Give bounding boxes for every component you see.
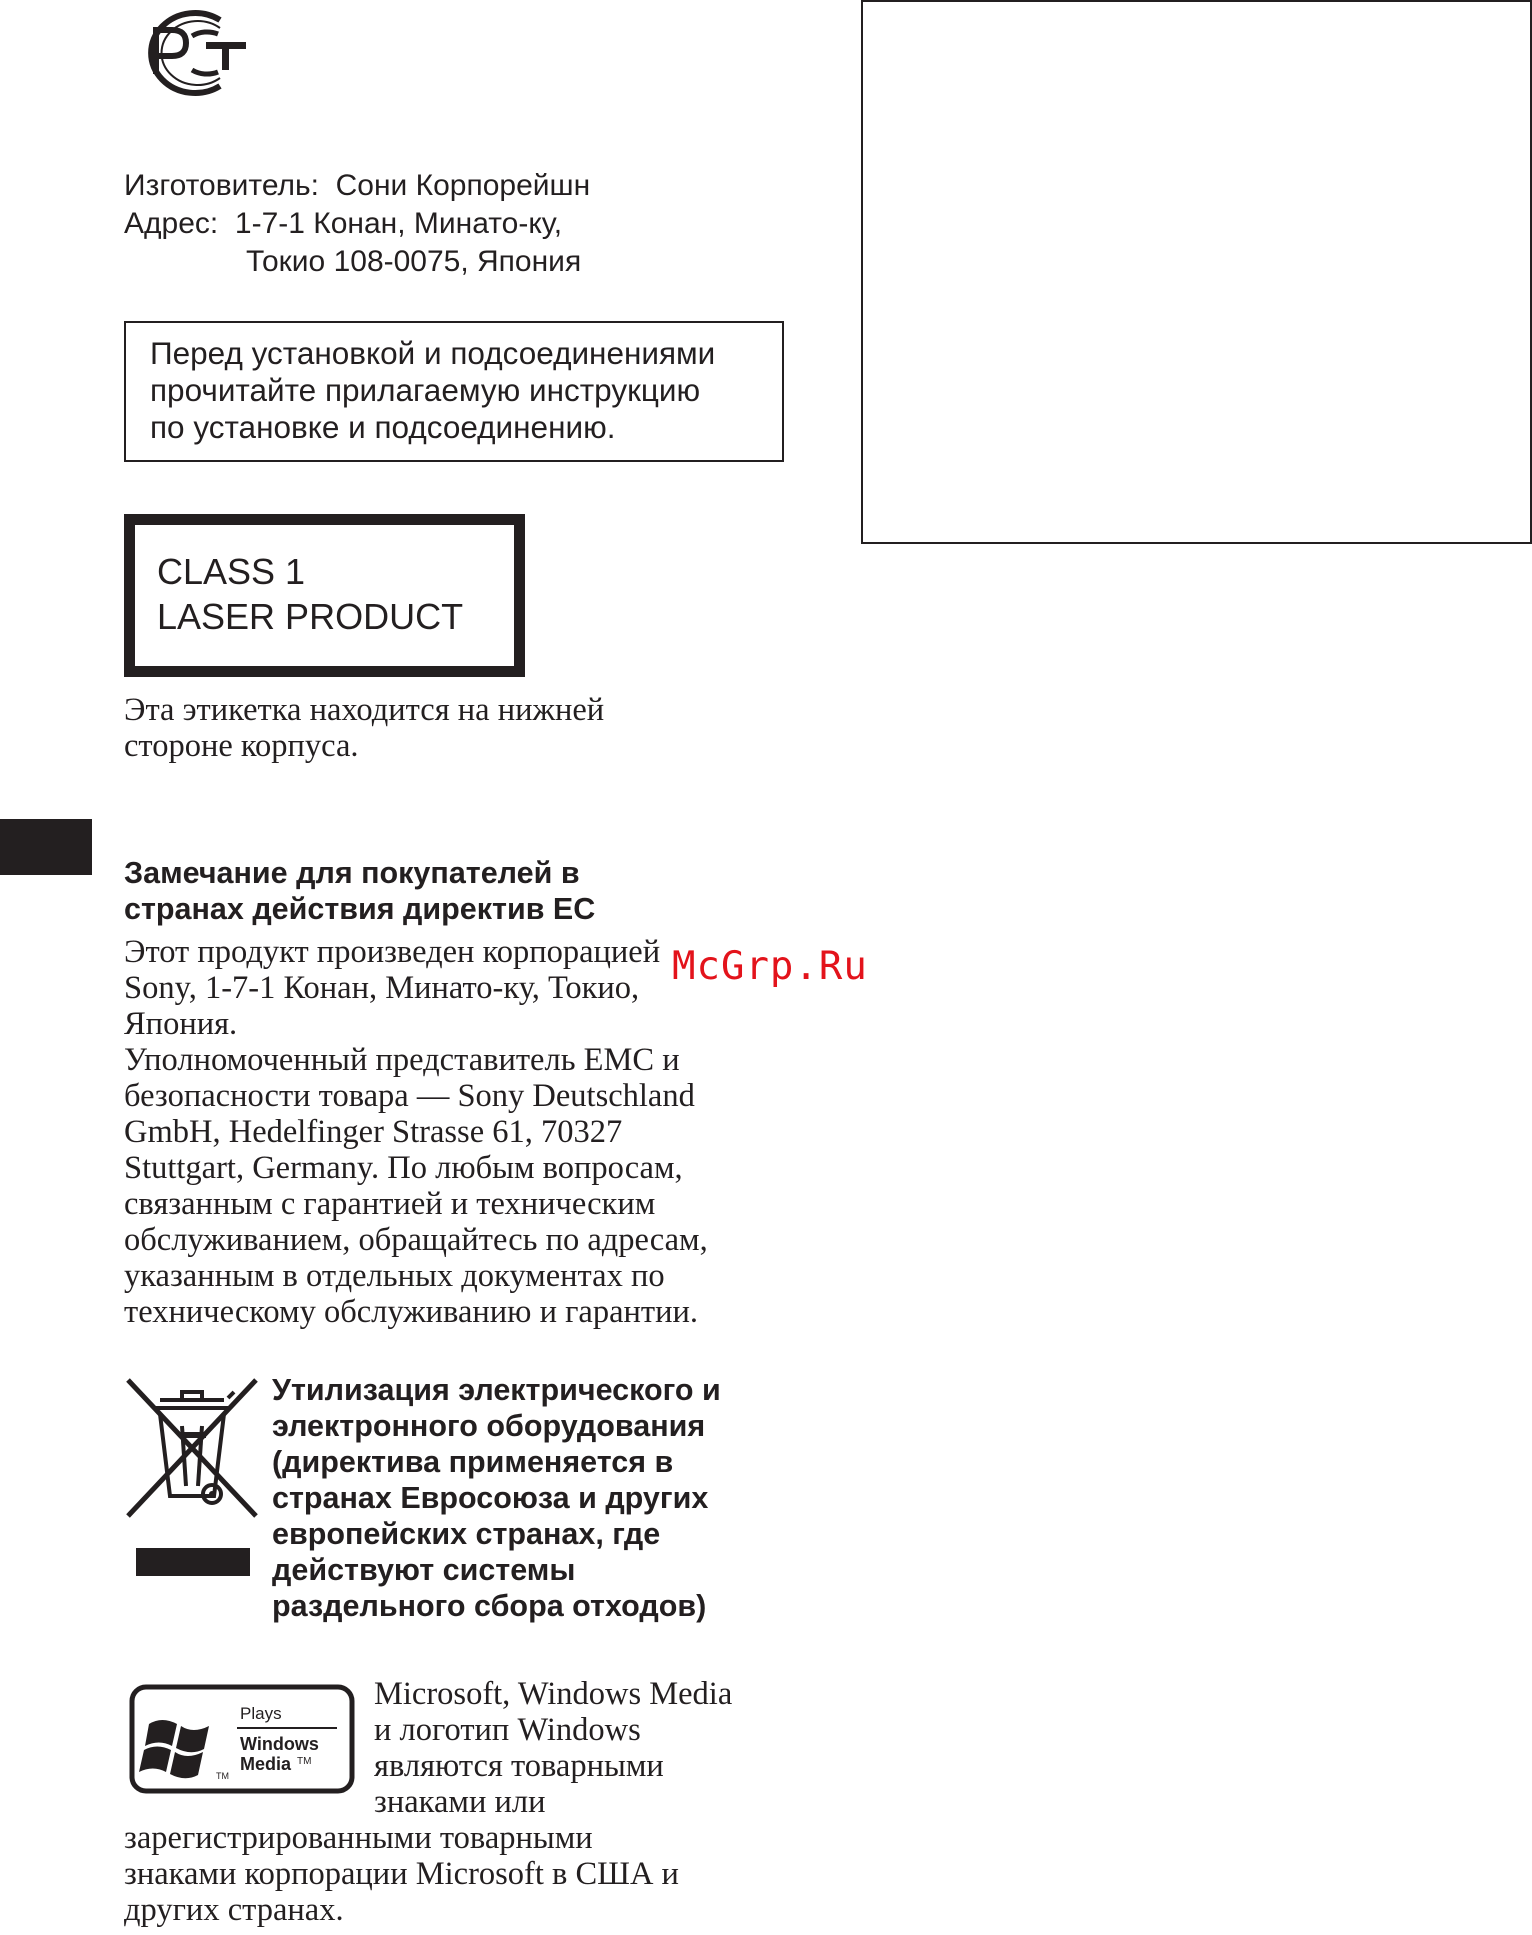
laser-product: LASER PRODUCT: [157, 596, 464, 637]
media-tm-text: TM: [297, 1756, 312, 1767]
text-line: связанным с гарантией и техническим: [124, 1186, 656, 1222]
windows-text: Windows: [240, 1734, 319, 1754]
windows-flag-icon: [139, 1720, 209, 1778]
text-line: Япония.: [124, 1006, 238, 1042]
address-line-2: Токио 108-0075, Япония: [246, 245, 582, 278]
heading-line: странах действия директив ЕС: [124, 892, 596, 926]
notice-line: по установке и подсоединению.: [150, 409, 616, 445]
eu-notice-body: [124, 934, 708, 1330]
heading-line: (директива применяется в: [272, 1445, 674, 1479]
text-line: безопасности товара — Sony Deutschland: [124, 1078, 695, 1114]
heading-line: раздельного сбора отходов): [272, 1589, 707, 1623]
laser-class: CLASS 1: [157, 551, 306, 592]
text-line: стороне корпуса.: [124, 728, 359, 764]
text-line: Уполномоченный представитель EMC и: [124, 1042, 680, 1078]
manufacturer-line: Изготовитель: Сони Корпорейшн: [124, 169, 591, 202]
text-line: других странах.: [124, 1892, 344, 1928]
rostest-pct-icon: [128, 6, 248, 100]
crossed-out-wheelie-bin-icon: [124, 1376, 260, 1578]
text-line: являются товарными: [374, 1748, 664, 1784]
text-line: зарегистрированными товарными: [124, 1820, 593, 1856]
notice-line: Перед установкой и подсоединениями: [150, 335, 716, 371]
text-line: GmbH, Hedelfinger Strasse 61, 70327: [124, 1114, 623, 1150]
text-line: знаками корпорации Microsoft в США и: [124, 1856, 679, 1892]
heading-line: электронного оборудования: [272, 1409, 706, 1443]
windows-tm-text: TM: [216, 1771, 229, 1781]
trademark-text-bottom: [124, 1820, 679, 1928]
eu-notice-heading: [124, 855, 595, 927]
blank-frame: [861, 0, 1532, 544]
text-line: Microsoft, Windows Media: [374, 1676, 733, 1712]
text-line: знаками или: [374, 1784, 546, 1820]
watermark-text: McGrp.Ru: [672, 944, 868, 989]
label-location-text: [124, 692, 604, 764]
install-notice-box: [124, 321, 784, 462]
text-line: Этот продукт произведен корпорацией: [124, 934, 661, 970]
media-text: Media: [240, 1754, 292, 1774]
laser-class-label: [124, 514, 525, 677]
plays-text: Plays: [240, 1704, 282, 1723]
heading-line: действуют системы: [272, 1553, 576, 1587]
weee-heading: [272, 1372, 721, 1624]
section-tab-marker: [0, 819, 92, 875]
address-line: Адрес: 1-7-1 Конан, Минато-ку,: [124, 207, 563, 240]
text-line: Эта этикетка находится на нижней: [124, 692, 605, 728]
text-line: Sony, 1-7-1 Конан, Минато-ку, Токио,: [124, 970, 640, 1006]
text-line: техническому обслуживанию и гарантии.: [124, 1294, 699, 1330]
notice-line: прочитайте прилагаемую инструкцию: [150, 372, 701, 408]
heading-line: Утилизация электрического и: [272, 1373, 721, 1407]
heading-line: Замечание для покупателей в: [124, 856, 580, 890]
plays-windows-media-logo: [129, 1684, 355, 1794]
text-line: указанным в отдельных документах по: [124, 1258, 665, 1294]
text-line: и логотип Windows: [374, 1712, 641, 1748]
heading-line: странах Евросоюза и других: [272, 1481, 709, 1515]
text-line: обслуживанием, обращайтесь по адресам,: [124, 1222, 708, 1258]
text-line: Stuttgart, Germany. По любым вопросам,: [124, 1150, 683, 1186]
heading-line: европейских странах, где: [272, 1517, 661, 1551]
trademark-text-top: [374, 1676, 732, 1820]
